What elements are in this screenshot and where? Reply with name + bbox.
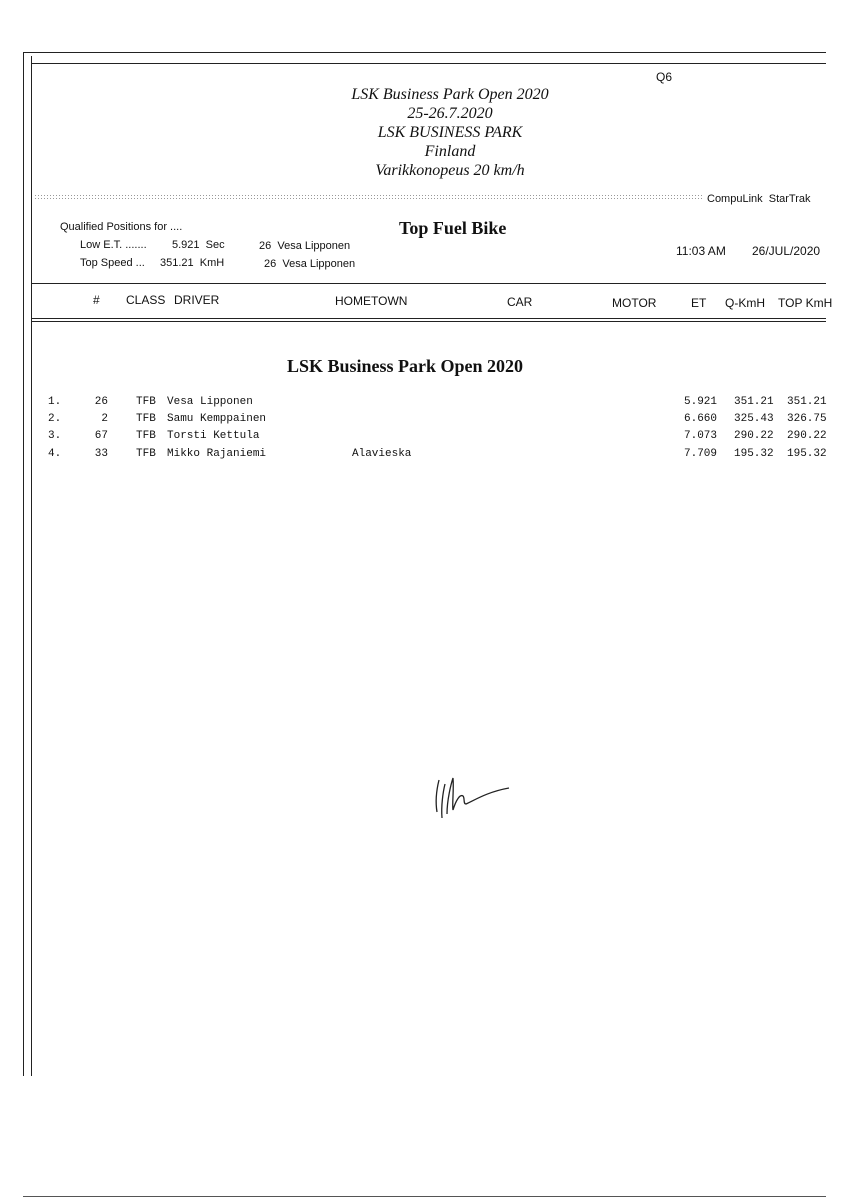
row-class: TFB [136,430,156,442]
frame-left-inner [31,56,32,1076]
q-code: Q6 [656,70,673,84]
row-driver: Vesa Lipponen [167,396,253,408]
qualified-label: Qualified Positions for .... [60,221,183,233]
class-title: Top Fuel Bike [399,218,507,238]
row-class: TFB [136,448,156,460]
col-topkmh: TOP KmH [778,296,833,310]
row-pos: 2. [48,413,62,425]
row-driver: Mikko Rajaniemi [167,448,267,460]
event-title: LSK Business Park Open 2020 [351,86,549,103]
signature [425,770,520,830]
col-driver: DRIVER [174,293,220,307]
row-pos: 1. [48,396,62,408]
frame-top-line-2 [31,63,826,64]
col-num: # [93,293,100,307]
top-speed-value: 351.21 KmH [160,257,225,269]
header-line-bottom-2 [31,321,826,322]
section-title: LSK Business Park Open 2020 [287,356,524,376]
top-speed-driver: 26 Vesa Lipponen [264,258,356,270]
col-class: CLASS [126,293,166,307]
header-line-top [31,283,826,284]
row-et: 5.921 [684,396,718,408]
row-class: TFB [136,413,156,425]
low-et-label: Low E.T. ....... [80,239,147,251]
row-hometown: Alavieska [352,448,412,460]
row-qkmh: 195.32 [734,448,774,460]
event-note: Varikkonopeus 20 km/h [375,162,525,179]
low-et-value: 5.921 Sec [172,239,225,251]
header-line-bottom [31,318,826,319]
col-et: ET [691,296,707,310]
row-et: 7.709 [684,448,718,460]
event-venue: LSK BUSINESS PARK [377,124,523,141]
row-num: 2 [101,413,108,425]
frame-bottom-line [23,1196,826,1197]
col-qkmh: Q-KmH [725,296,765,310]
row-driver: Torsti Kettula [167,430,260,442]
frame-left-outer [23,52,24,1076]
row-class: TFB [136,396,156,408]
row-topkmh: 351.21 [787,396,827,408]
event-header [300,85,600,180]
row-topkmh: 195.32 [787,448,827,460]
report-date: 26/JUL/2020 [752,244,821,258]
timing-brand: CompuLink StarTrak [707,193,811,205]
row-num: 26 [94,396,108,408]
row-num: 67 [94,430,108,442]
row-qkmh: 351.21 [734,396,774,408]
row-et: 7.073 [684,430,718,442]
low-et-driver: 26 Vesa Lipponen [259,240,351,252]
top-speed-label: Top Speed ... [80,257,145,269]
table-row [0,430,848,445]
table-row [0,396,848,411]
row-qkmh: 325.43 [734,413,774,425]
row-qkmh: 290.22 [734,430,774,442]
row-pos: 3. [48,430,62,442]
report-time: 11:03 AM [676,244,726,258]
table-row [0,413,848,428]
event-country: Finland [424,143,476,160]
row-topkmh: 326.75 [787,413,827,425]
row-topkmh: 290.22 [787,430,827,442]
dotted-band [34,194,702,200]
row-et: 6.660 [684,413,718,425]
row-num: 33 [94,448,108,460]
row-pos: 4. [48,448,62,460]
frame-top-line [23,52,826,53]
col-hometown: HOMETOWN [335,294,408,308]
col-motor: MOTOR [612,296,657,310]
col-car: CAR [507,295,533,309]
event-dates: 25-26.7.2020 [407,105,493,122]
row-driver: Samu Kemppainen [167,413,267,425]
table-row [0,448,848,463]
results-table [0,396,848,466]
